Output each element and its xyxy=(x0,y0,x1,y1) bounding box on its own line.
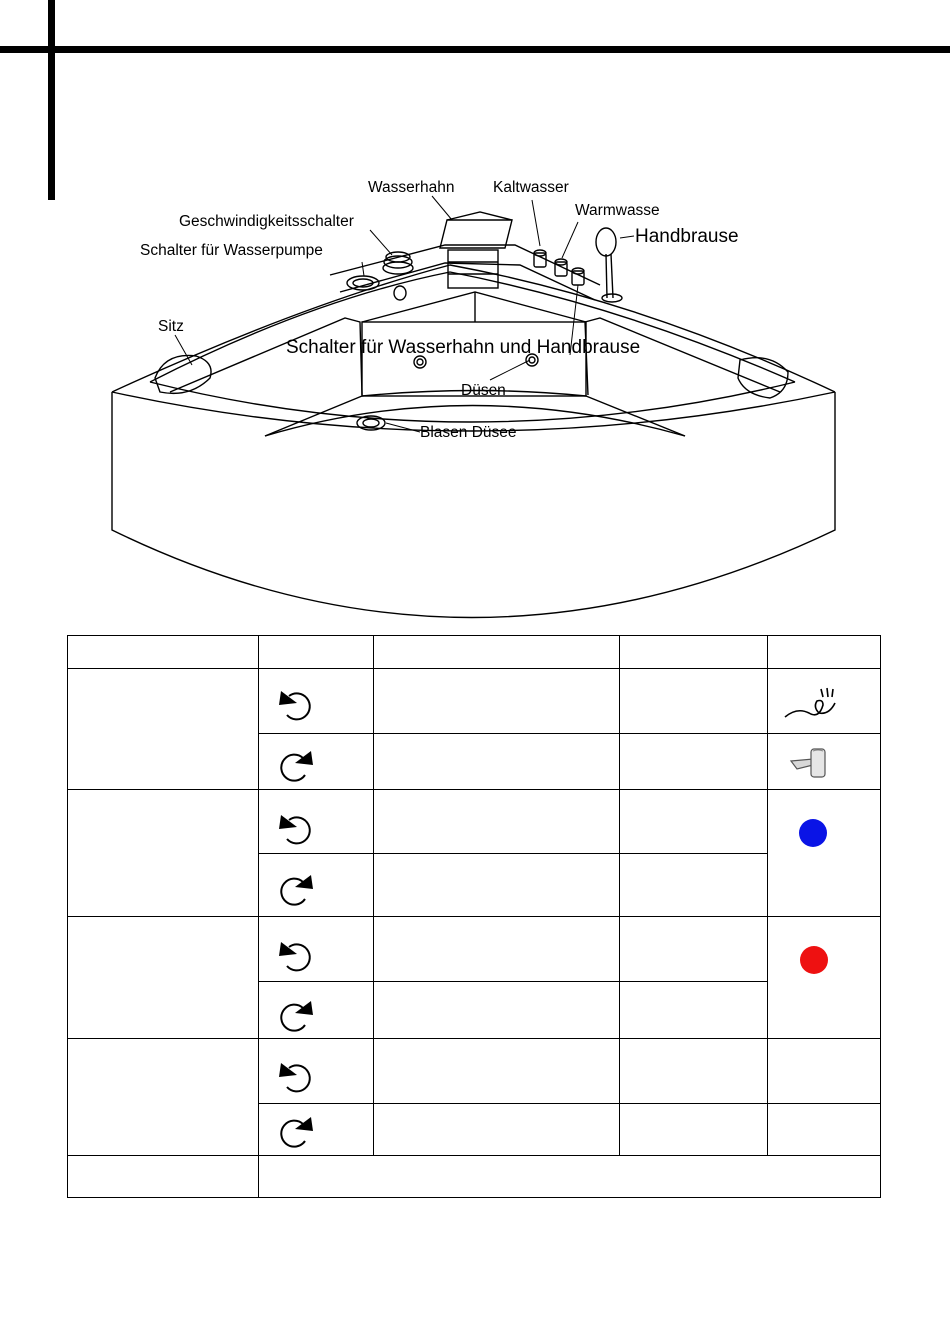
clockwise-arrow-icon xyxy=(275,747,317,783)
tub-rim-outer xyxy=(112,265,835,392)
label-geschwindigkeitsschalter: Geschwindigkeitsschalter xyxy=(179,213,354,230)
faucet-icon xyxy=(787,745,831,781)
controls-table xyxy=(67,635,881,1198)
label-kaltwasser: Kaltwasser xyxy=(493,179,569,196)
hand-shower-head xyxy=(596,228,616,256)
label-blasen-duese: Blasen Düsee xyxy=(420,424,517,441)
clockwise-arrow-icon xyxy=(275,871,317,907)
bathtub-diagram xyxy=(0,0,950,630)
label-duesen: Düsen xyxy=(461,382,506,399)
hand-shower-icon xyxy=(783,685,841,725)
warm-water-indicator xyxy=(799,945,829,975)
label-handbrause: Handbrause xyxy=(635,226,739,247)
faucet-spout xyxy=(440,220,512,248)
clockwise-arrow-icon xyxy=(275,997,317,1033)
label-warmwasser: Warmwasse xyxy=(575,202,660,219)
counterclockwise-arrow-icon xyxy=(275,1059,317,1095)
counterclockwise-arrow-icon xyxy=(275,938,317,974)
counterclockwise-arrow-icon xyxy=(275,687,317,723)
clockwise-arrow-icon xyxy=(275,1113,317,1149)
label-wasserhahn: Wasserhahn xyxy=(368,179,455,196)
label-schalter-wasserpumpe: Schalter für Wasserpumpe xyxy=(140,242,323,259)
label-schalter-wasserhahn-handbrause: Schalter für Wasserhahn und Handbrause xyxy=(286,337,641,358)
counterclockwise-arrow-icon xyxy=(275,811,317,847)
label-sitz: Sitz xyxy=(158,318,184,335)
cold-water-indicator xyxy=(798,818,828,848)
